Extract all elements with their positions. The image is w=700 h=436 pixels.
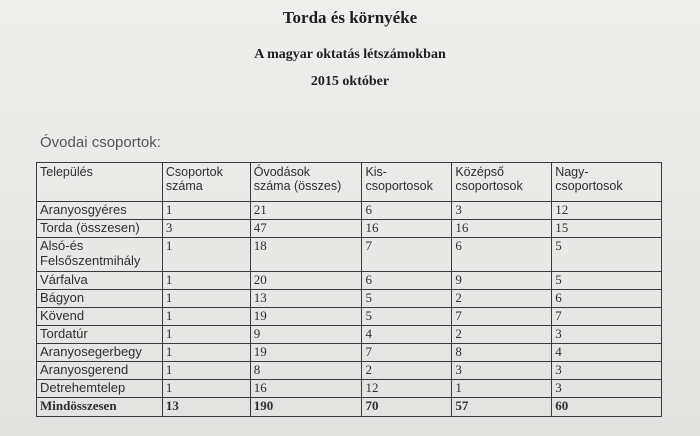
table-cell: 2: [452, 326, 552, 344]
table-cell: 16: [362, 220, 452, 238]
header-small-group: [362, 163, 452, 202]
table-cell: 6: [362, 272, 452, 290]
settlement-name-cell: Aranyosgerend: [37, 362, 163, 380]
table-row: [37, 202, 662, 220]
table-cell: 20: [250, 272, 362, 290]
header-text: Település: [40, 165, 93, 179]
table-row: [37, 308, 662, 326]
header-text-line1: Csoportok: [165, 165, 223, 179]
table-cell: 2: [452, 290, 552, 308]
total-label: Mindösszesen: [37, 398, 163, 417]
header-group-count: [162, 163, 250, 202]
settlement-name-cell: Kövend: [37, 308, 163, 326]
settlement-name-cell: Detrehemtelep: [37, 380, 163, 398]
table-cell: 3: [162, 220, 250, 238]
table-cell: 2: [362, 362, 452, 380]
settlement-name-cell: Várfalva: [37, 272, 163, 290]
settlement-name-cell: Torda (összesen): [37, 220, 163, 238]
table-cell: 8: [452, 344, 552, 362]
settlement-name-cell: Tordatúr: [37, 326, 163, 344]
table-cell: 3: [452, 202, 552, 220]
header-text-line2: száma: [165, 179, 203, 193]
table-cell: 12: [362, 380, 452, 398]
total-cell: 57: [452, 398, 552, 417]
table-cell: 15: [552, 220, 662, 238]
header-children-total: [250, 163, 362, 202]
table-cell: 5: [362, 290, 452, 308]
header-middle-group: [452, 163, 552, 202]
table-cell: 4: [362, 326, 452, 344]
table-cell: 9: [250, 326, 362, 344]
table-row: [37, 344, 662, 362]
table-cell: 6: [452, 238, 552, 272]
header-text-line1: Kis-: [365, 165, 387, 179]
document-subtitle: A magyar oktatás létszámokban: [254, 47, 446, 62]
table-cell: 16: [250, 380, 362, 398]
table-header-row: [37, 163, 662, 202]
table-row: [37, 326, 662, 344]
table-cell: 3: [552, 326, 662, 344]
header-settlement: [37, 163, 163, 202]
table-cell: 47: [250, 220, 362, 238]
table-cell: 1: [162, 308, 250, 326]
table-row: [37, 220, 662, 238]
table-cell: 6: [362, 202, 452, 220]
table-cell: 16: [452, 220, 552, 238]
total-cell: 70: [362, 398, 452, 417]
table-cell: 13: [250, 290, 362, 308]
header-text-line1: Nagy-: [555, 165, 589, 179]
table-cell: 18: [250, 238, 362, 272]
table-cell: 3: [452, 362, 552, 380]
table-cell: 9: [452, 272, 552, 290]
header-text-line2: száma (összes): [253, 179, 342, 193]
table-cell: 19: [250, 308, 362, 326]
total-cell: 13: [162, 398, 250, 417]
table-cell: 3: [552, 362, 662, 380]
kindergarten-groups-table: [36, 162, 662, 417]
document-title: Torda és környéke: [282, 8, 418, 27]
table-total-row: [37, 398, 662, 417]
table-cell: 1: [162, 380, 250, 398]
table-cell: 1: [162, 202, 250, 220]
table-cell: 4: [552, 344, 662, 362]
table-cell: 19: [250, 344, 362, 362]
table-cell: 7: [452, 308, 552, 326]
settlement-name-cell: Alsó-és Felsőszentmihály: [37, 238, 163, 272]
table-row: [37, 272, 662, 290]
total-cell: 60: [552, 398, 662, 417]
header-text-line2: csoportosok: [555, 179, 623, 193]
settlement-name-cell: Aranyosegerbegy: [37, 344, 163, 362]
table-cell: 1: [162, 290, 250, 308]
table-cell: 1: [162, 344, 250, 362]
total-cell: 190: [250, 398, 362, 417]
table-body: [37, 202, 662, 398]
table-cell: 1: [452, 380, 552, 398]
header-text-line1: Óvodások: [253, 165, 311, 179]
header-text-line2: csoportosok: [365, 179, 433, 193]
table-cell: 3: [552, 380, 662, 398]
table-cell: 6: [552, 290, 662, 308]
table-row: [37, 290, 662, 308]
document-date: 2015 október: [310, 74, 390, 89]
table-cell: 12: [552, 202, 662, 220]
table-cell: 21: [250, 202, 362, 220]
table-row: [37, 238, 662, 272]
table-cell: 5: [552, 272, 662, 290]
table-cell: 8: [250, 362, 362, 380]
section-heading: Óvodai csoportok:: [40, 134, 161, 151]
table-cell: 1: [162, 272, 250, 290]
table-cell: 5: [552, 238, 662, 272]
table-cell: 7: [552, 308, 662, 326]
table-cell: 1: [162, 362, 250, 380]
table-cell: 7: [362, 344, 452, 362]
table-cell: 5: [362, 308, 452, 326]
header-text-line1: Középső: [455, 165, 504, 179]
settlement-name-cell: Bágyon: [37, 290, 163, 308]
table-row: [37, 362, 662, 380]
table-row: [37, 380, 662, 398]
table-cell: 1: [162, 238, 250, 272]
header-big-group: [552, 163, 662, 202]
header-text-line2: csoportosok: [455, 179, 523, 193]
settlement-name-cell: Aranyosgyéres: [37, 202, 163, 220]
table-cell: 7: [362, 238, 452, 272]
table-cell: 1: [162, 326, 250, 344]
